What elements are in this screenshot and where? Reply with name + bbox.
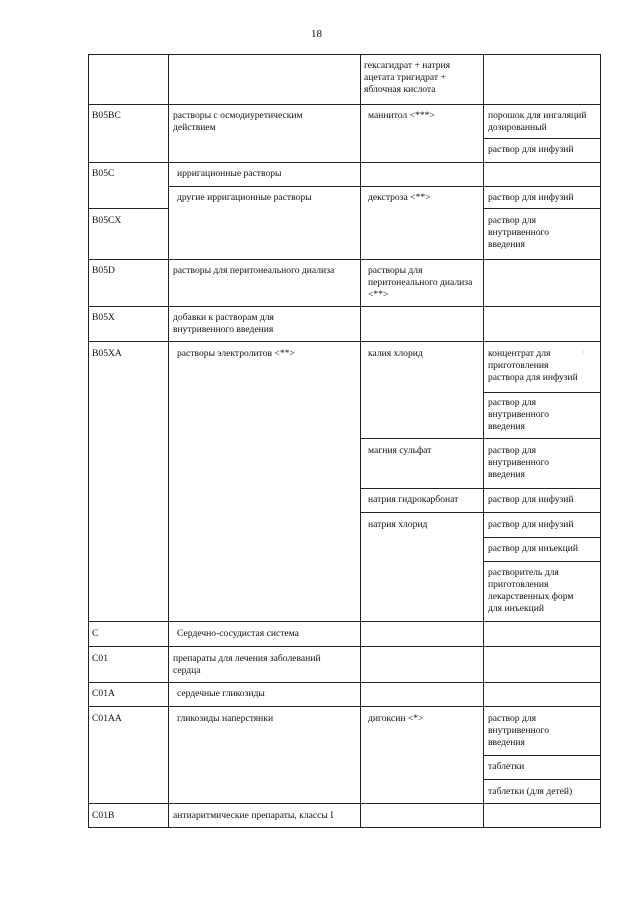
table-divider-col3 xyxy=(483,54,484,828)
form-divider xyxy=(484,537,601,538)
drug-cell: гексагидрат + натрия ацетата тригидрат + яблочная кислота xyxy=(364,60,451,95)
group-name: сердечные гликозиды xyxy=(177,688,265,699)
group-name: растворы для перитонеального диализа xyxy=(173,265,335,276)
row-divider xyxy=(88,104,601,105)
drug-cell: натрия хлорид xyxy=(368,519,428,530)
row-divider xyxy=(88,341,601,342)
drug-cell: калия хлорид xyxy=(368,348,423,359)
dosage-form: раствор для инфузий xyxy=(488,494,574,505)
drug-divider xyxy=(361,438,601,439)
group-name: другие ирригационные растворы xyxy=(177,192,312,203)
scan-dot: · xyxy=(582,348,585,357)
atc-code: C01B xyxy=(92,810,115,821)
form-divider xyxy=(484,208,601,209)
group-name: ирригационные растворы xyxy=(177,168,282,179)
row-divider xyxy=(88,306,601,307)
atc-code: B05X xyxy=(92,312,115,323)
form-divider xyxy=(484,755,601,756)
form-divider xyxy=(484,392,601,393)
table-border-top xyxy=(88,54,601,55)
atc-code: C01 xyxy=(92,653,108,664)
dosage-form: раствор для внутривенного введения xyxy=(488,713,549,748)
form-divider xyxy=(484,561,601,562)
drug-cell: дигоксин <*> xyxy=(368,713,424,724)
dosage-form: раствор для инфузий xyxy=(488,144,574,155)
group-name: гликозиды наперстянки xyxy=(177,713,274,724)
row-divider-partial xyxy=(88,208,169,209)
drug-cell: маннитол <***> xyxy=(368,110,435,121)
dosage-form: раствор для внутривенного введения xyxy=(488,445,549,480)
atc-code: B05D xyxy=(92,265,115,276)
form-divider xyxy=(484,779,601,780)
atc-code: C xyxy=(92,628,99,639)
drug-divider xyxy=(361,488,601,489)
dosage-form: концентрат для приготовления раствора для инфузий xyxy=(488,348,578,383)
table-divider-col1 xyxy=(168,54,169,828)
group-name: растворы электролитов <**> xyxy=(177,348,295,359)
drug-cell: декстроза <**> xyxy=(368,192,431,203)
dosage-form: порошок для ингаляций дозированный xyxy=(488,110,587,133)
dosage-form: раствор для инфузий xyxy=(488,192,574,203)
table-border-bottom xyxy=(88,827,601,828)
row-divider xyxy=(88,682,601,683)
row-divider-partial xyxy=(361,186,601,187)
atc-code: B05BC xyxy=(92,110,121,121)
row-divider xyxy=(88,803,601,804)
dosage-form: раствор для инфузий xyxy=(488,519,574,530)
atc-code: C01AA xyxy=(92,713,122,724)
row-divider xyxy=(88,621,601,622)
row-divider xyxy=(88,259,601,260)
drug-cell: натрия гидрокарбонат xyxy=(368,494,459,505)
page-number: 18 xyxy=(311,28,322,40)
table-border-right xyxy=(600,54,601,828)
row-divider xyxy=(88,706,601,707)
group-name: препараты для лечения заболеваний сердца xyxy=(173,653,321,676)
atc-code: B05CX xyxy=(92,215,122,226)
atc-code: C01A xyxy=(92,688,115,699)
dosage-form: раствор для внутривенного введения xyxy=(488,397,549,432)
dosage-form: растворитель для приготовления лекарственных форм для инъекций xyxy=(488,567,574,614)
table-divider-col2 xyxy=(360,54,361,828)
dosage-form: таблетки xyxy=(488,761,525,772)
group-name: добавки к растворам для внутривенного введения xyxy=(173,312,274,335)
dosage-form: раствор для внутривенного введения xyxy=(488,215,549,250)
drug-cell: растворы для перитонеального диализа <**> xyxy=(368,265,473,300)
atc-code: B05C xyxy=(92,168,115,179)
dosage-form: раствор для инъекций xyxy=(488,543,578,554)
dosage-form: таблетки (для детей) xyxy=(488,786,573,797)
row-divider xyxy=(88,162,601,163)
group-name: Сердечно-сосудистая система xyxy=(177,628,299,639)
group-name: антиаритмические препараты, классы I xyxy=(173,810,334,821)
atc-code: B05XA xyxy=(92,348,122,359)
drug-cell: магния сульфат xyxy=(368,445,432,456)
form-divider xyxy=(484,138,601,139)
drug-divider xyxy=(361,512,601,513)
table-border-left xyxy=(88,54,89,828)
row-divider xyxy=(88,646,601,647)
group-name: растворы с осмодиуретическим действием xyxy=(173,110,303,133)
